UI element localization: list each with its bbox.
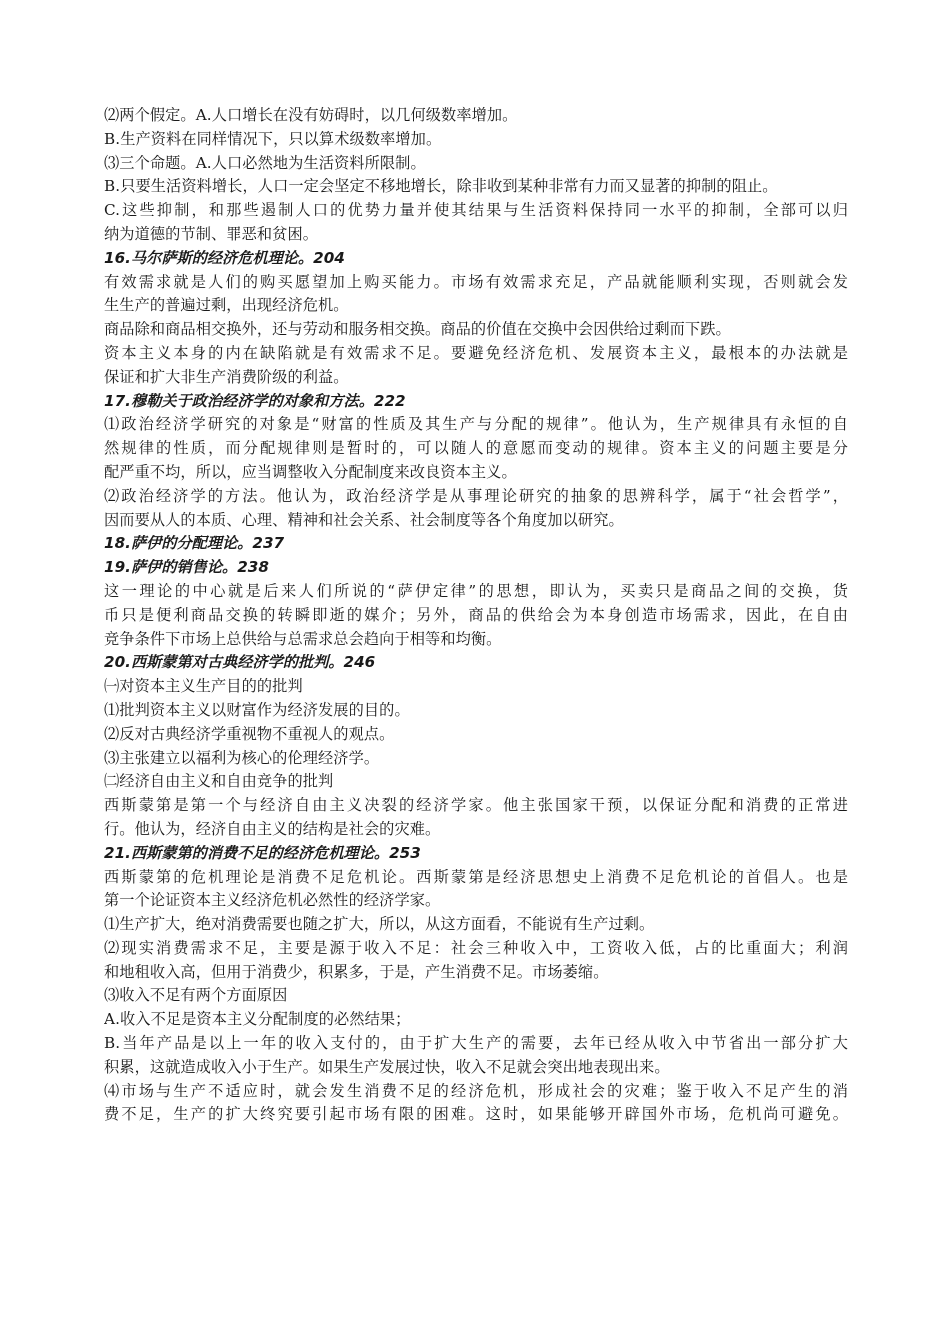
- text-line: 和地租收入高，但用于消费少，积累多，于是，产生消费不足。市场萎缩。: [104, 962, 609, 981]
- text-line: ㈠对资本主义生产目的的批判: [104, 677, 303, 696]
- text-line: 保证和扩大非生产消费阶级的利益。: [104, 367, 349, 386]
- section-heading: 16.马尔萨斯的经济危机理论。204: [104, 248, 345, 267]
- section-heading: 18.萨伊的分配理论。237: [104, 534, 285, 553]
- text-line: 西斯蒙第是第一个与经济自由主义决裂的经济学家。他主张国家干预，以保证分配和消费的正常进: [104, 796, 848, 815]
- text-line: B.只要生活资料增长，人口一定会坚定不移地增长，除非收到某种非常有力而又显著的抑制的阻止。: [104, 177, 778, 196]
- text-line: 配严重不均，所以，应当调整收入分配制度来改良资本主义。: [104, 462, 517, 481]
- text-line: 纳为道德的节制、罪恶和贫困。: [104, 224, 319, 243]
- text-line: ⑴生产扩大，绝对消费需要也随之扩大，所以，从这方面看，不能说有生产过剩。: [104, 915, 655, 934]
- text-line: ⑵两个假定。A.人口增长在没有妨碍时，以几何级数率增加。: [104, 106, 518, 124]
- text-line: ⑶三个命题。A.人口必然地为生活资料所限制。: [104, 153, 426, 172]
- text-line: B.生产资料在同样情况下，只以算术级数率增加。: [104, 129, 442, 148]
- text-line: ㈡经济自由主义和自由竞争的批判: [104, 772, 334, 791]
- text-line: 生生产的普遍过剩，出现经济危机。: [104, 296, 349, 315]
- text-line: ⑵反对古典经济学重视物不重视人的观点。: [104, 724, 395, 743]
- text-line: 因而要从人的本质、心理、精神和社会关系、社会制度等各个角度加以研究。: [104, 510, 624, 529]
- section-heading: 17.穆勒关于政治经济学的对象和方法。222: [104, 391, 406, 410]
- text-line: 行。他认为，经济自由主义的结构是社会的灾难。: [104, 819, 441, 838]
- text-line: 有效需求就是人们的购买愿望加上购买能力。市场有效需求充足，产品就能顺利实现，否则就会发: [104, 272, 848, 291]
- text-line: A.收入不足是资本主义分配制度的必然结果；: [104, 1010, 411, 1029]
- text-line: ⑶主张建立以福利为核心的伦理经济学。: [104, 748, 380, 767]
- text-line: 商品除和商品相交换外，还与劳动和服务相交换。商品的价值在交换中会因供给过剩而下跌。: [104, 320, 731, 339]
- text-line: 这一理论的中心就是后来人们所说的“萨伊定律”的思想，即认为，买卖只是商品之间的交换，货: [104, 581, 848, 600]
- text-line: ⑴批判资本主义以财富作为经济发展的目的。: [104, 700, 410, 719]
- text-line: 资本主义本身的内在缺陷就是有效需求不足。要避免经济危机、发展资本主义，最根本的办法就是: [104, 343, 848, 362]
- text-line: ⑴政治经济学研究的对象是“财富的性质及其生产与分配的规律”。他认为，生产规律具有永恒的自: [104, 415, 848, 434]
- text-line: 竞争条件下市场上总供给与总需求总会趋向于相等和均衡。: [104, 629, 502, 648]
- text-line: 然规律的性质，而分配规律则是暂时的，可以随人的意愿而变动的规律。资本主义的问题主要是分: [104, 439, 848, 458]
- text-line: 积累，这就造成收入小于生产。如果生产发展过快，收入不足就会突出地表现出来。: [104, 1057, 670, 1076]
- section-heading: 20.西斯蒙第对古典经济学的批判。246: [104, 653, 376, 672]
- text-line: ⑷市场与生产不适应时，就会发生消费不足的经济危机，形成社会的灾难；鉴于收入不足产生的消: [104, 1081, 848, 1100]
- text-line: ⑵现实消费需求不足，主要是源于收入不足：社会三种收入中，工资收入低，占的比重面大；利润: [104, 938, 848, 957]
- document-page: [104, 104, 848, 1127]
- text-line: C.这些抑制，和那些遏制人口的优势力量并使其结果与生活资料保持同一水平的抑制，全部可以归: [104, 201, 848, 220]
- text-line: 第一个论证资本主义经济危机必然性的经济学家。: [104, 891, 441, 910]
- text-line: ⑶收入不足有两个方面原因: [104, 986, 288, 1005]
- text-line: 西斯蒙第的危机理论是消费不足危机论。西斯蒙第是经济思想史上消费不足危机论的首倡人。也是: [104, 867, 848, 886]
- text-line: ⑵政治经济学的方法。他认为，政治经济学是从事理论研究的抽象的思辨科学，属于“社会哲学”，: [104, 486, 848, 505]
- section-heading: 21.西斯蒙第的消费不足的经济危机理论。253: [104, 843, 421, 862]
- section-heading: 19.萨伊的销售论。238: [104, 558, 269, 577]
- text-line: B.当年产品是以上一年的收入支付的，由于扩大生产的需要，去年已经从收入中节省出一部分扩大: [104, 1034, 848, 1053]
- text-line: 费不足，生产的扩大终究要引起市场有限的困难。这时，如果能够开辟国外市场，危机尚可避免。: [104, 1105, 848, 1124]
- text-line: 币只是便利商品交换的转瞬即逝的媒介；另外，商品的供给会为本身创造市场需求，因此，在自由: [104, 605, 848, 624]
